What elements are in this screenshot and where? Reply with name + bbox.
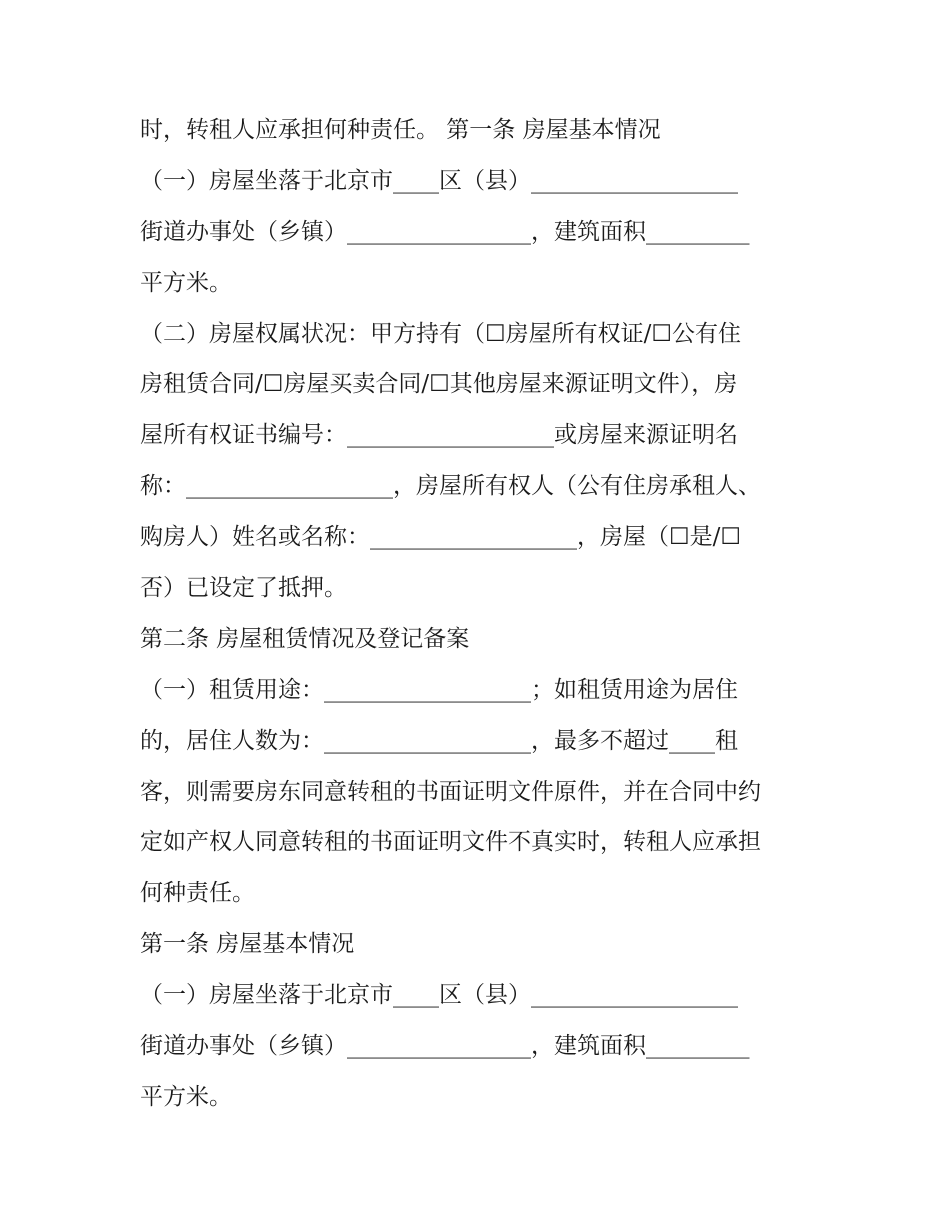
document-body xyxy=(140,105,820,1123)
text-line: （一）房屋坐落于北京市____区（县）__________________ xyxy=(140,982,738,1009)
text-line: 平方米。 xyxy=(140,1083,232,1110)
text-line: 屋所有权证书编号：__________________或房屋来源证明名 xyxy=(140,422,738,449)
text-line: （一）房屋坐落于北京市____区（县）__________________ xyxy=(140,167,738,194)
text-line: （二）房屋权属状况：甲方持有（☐房屋所有权证/☐公有住 xyxy=(140,320,741,347)
text-line: 街道办事处（乡镇）________________，建筑面积_________ xyxy=(140,1033,750,1060)
text-line: 街道办事处（乡镇）________________，建筑面积_________ xyxy=(140,218,750,245)
section-heading: 第二条 房屋租赁情况及登记备案 xyxy=(140,625,470,652)
text-line: 何种责任。 xyxy=(140,880,255,907)
text-line: 否）已设定了抵押。 xyxy=(140,575,347,602)
text-line: 购房人）姓名或名称：__________________，房屋（☐是/☐ xyxy=(140,524,741,551)
text-line: 称：__________________，房屋所有权人（公有住房承租人、 xyxy=(140,473,761,500)
text-line: 时，转租人应承担何种责任。 第一条 房屋基本情况 xyxy=(140,117,661,143)
text-line: 平方米。 xyxy=(140,269,232,296)
text-line: 的，居住人数为：__________________，最多不超过____租 xyxy=(140,727,738,754)
text-line: 客，则需要房东同意转租的书面证明文件原件，并在合同中约 xyxy=(140,778,761,805)
text-line: 定如产权人同意转租的书面证明文件不真实时，转租人应承担 xyxy=(140,829,761,856)
text-line: （一）租赁用途：__________________；如租赁用途为居住 xyxy=(140,676,738,703)
section-heading: 第一条 房屋基本情况 xyxy=(140,931,355,958)
text-line: 房租赁合同/☐房屋买卖合同/☐其他房屋来源证明文件），房 xyxy=(140,371,738,398)
